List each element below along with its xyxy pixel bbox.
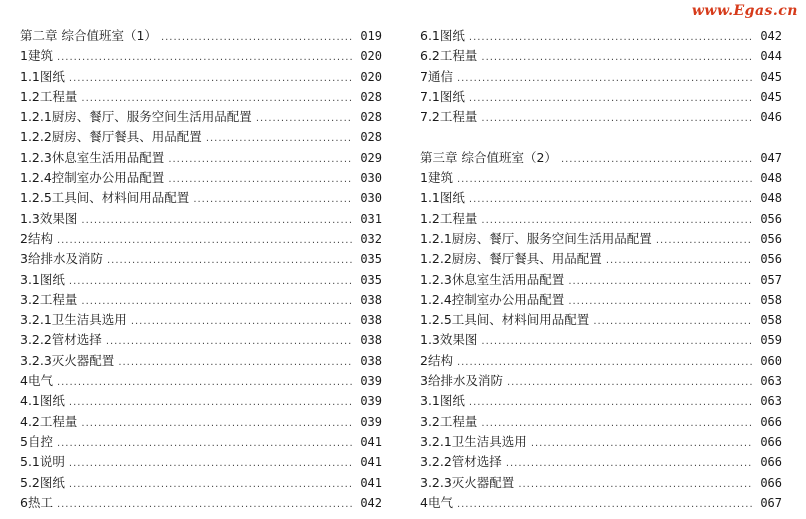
toc-page-number: 019: [360, 29, 382, 43]
toc-entry[interactable]: [20, 391, 382, 411]
toc-entry-title: 5.2图纸: [20, 474, 65, 490]
toc-page-number: 041: [360, 434, 382, 449]
dot-leader: [81, 211, 352, 231]
dot-leader: [469, 393, 752, 413]
toc-entry[interactable]: [420, 310, 782, 330]
toc-entry[interactable]: [420, 26, 782, 46]
toc-entry[interactable]: [20, 229, 382, 249]
dot-leader: [481, 109, 752, 129]
toc-page-number: 028: [360, 110, 382, 125]
toc-page-number: 030: [360, 171, 382, 186]
toc-entry-title: 1.2.4控制室办公用品配置: [20, 170, 165, 186]
dot-leader: [57, 434, 352, 454]
toc-page-number: 057: [760, 272, 782, 287]
toc-entry-title: 1.2.2厨房、餐厅餐具、用品配置: [20, 129, 202, 145]
toc-entry-title: 1.2.3休息室生活用品配置: [20, 149, 165, 165]
toc-entry[interactable]: [20, 371, 382, 391]
toc-entry-title: 1.3效果图: [420, 332, 478, 348]
toc-page-number: 042: [360, 495, 382, 510]
toc-chapter-heading[interactable]: [420, 148, 782, 168]
dot-leader: [481, 48, 752, 68]
dot-leader: [69, 454, 352, 474]
dot-leader: [161, 28, 352, 48]
toc-page-number: 038: [360, 333, 382, 348]
toc-page-number: 045: [760, 89, 782, 104]
toc-page-number: 066: [760, 434, 782, 449]
dot-leader: [69, 475, 352, 495]
toc-page-number: 029: [360, 150, 382, 165]
toc-entry-title: 4.2工程量: [20, 413, 78, 429]
dot-leader: [561, 150, 752, 170]
toc-entry-title: 5自控: [20, 433, 53, 449]
toc-entry-title: 6热工: [20, 494, 53, 510]
toc-entry[interactable]: [20, 209, 382, 229]
toc-entry[interactable]: [20, 330, 382, 350]
toc-entry-title: 4电气: [420, 494, 453, 510]
dot-leader: [593, 312, 752, 332]
dot-leader: [457, 69, 752, 89]
toc-entry-title: 2结构: [420, 352, 453, 368]
dot-leader: [57, 495, 352, 515]
toc-page-number: 030: [360, 191, 382, 206]
toc-page-number: 066: [760, 455, 782, 470]
dot-leader: [481, 332, 752, 352]
toc-entry-title: 第二章 综合值班室（1）: [20, 28, 157, 43]
dot-leader: [531, 434, 752, 454]
toc-page-number: 020: [360, 49, 382, 64]
dot-leader: [168, 170, 352, 190]
toc-entry[interactable]: [420, 46, 782, 66]
dot-leader: [81, 89, 352, 109]
toc-entry-title: 3.2.3灭火器配置: [20, 352, 115, 368]
toc-entry-title: 3.1图纸: [20, 271, 65, 287]
toc-entry[interactable]: [20, 473, 382, 493]
toc-entry[interactable]: [20, 432, 382, 452]
toc-entry[interactable]: [420, 290, 782, 310]
toc-entry[interactable]: [420, 391, 782, 411]
toc-page-number: 032: [360, 231, 382, 246]
toc-entry-title: 7.2工程量: [420, 109, 478, 125]
toc-entry-title: 7.1图纸: [420, 88, 465, 104]
watermark: www.Egas.cn: [691, 3, 798, 19]
toc-page-number: 067: [760, 495, 782, 510]
toc-entry[interactable]: [420, 432, 782, 452]
toc-entry-title: 2结构: [20, 230, 53, 246]
toc-entry[interactable]: [420, 452, 782, 472]
toc-entry[interactable]: [20, 87, 382, 107]
toc-entry-title: 4电气: [20, 373, 53, 389]
toc-entry-title: 1.2.4控制室办公用品配置: [420, 291, 565, 307]
toc-page-number: 044: [760, 49, 782, 64]
toc-entry-title: 7通信: [420, 68, 453, 84]
toc-entry-title: 第三章 综合值班室（2）: [420, 149, 557, 165]
dot-leader: [69, 69, 352, 89]
toc-entry[interactable]: [420, 270, 782, 290]
dot-leader: [57, 373, 352, 393]
toc-entry[interactable]: [20, 270, 382, 290]
toc-page-number: 066: [760, 414, 782, 429]
dot-leader: [606, 251, 752, 271]
toc-entry-title: 3.2工程量: [420, 413, 478, 429]
toc-entry-title: 3.2工程量: [20, 291, 78, 307]
dot-leader: [518, 475, 752, 495]
dot-leader: [507, 373, 752, 393]
toc-entry[interactable]: [20, 290, 382, 310]
toc-page-number: 056: [760, 231, 782, 246]
toc-entry-title: 1.1图纸: [20, 68, 65, 84]
toc-entry-title: 1建筑: [20, 48, 53, 64]
toc-entry-title: 3给排水及消防: [20, 251, 103, 267]
dot-leader: [481, 414, 752, 434]
dot-leader: [457, 495, 752, 515]
toc-left-column: [20, 26, 382, 513]
toc-entry[interactable]: [20, 107, 382, 127]
toc-entry-title: 3.2.1卫生洁具选用: [420, 433, 527, 449]
toc-entry[interactable]: [420, 249, 782, 269]
toc-entry[interactable]: [20, 351, 382, 371]
dot-leader: [106, 332, 352, 352]
toc-page-number: 056: [760, 211, 782, 226]
toc-entry-title: 5.1说明: [20, 454, 65, 470]
toc-page-number: 031: [360, 211, 382, 226]
dot-leader: [69, 393, 352, 413]
toc-entry-title: 1.2.1厨房、餐厅、服务空间生活用品配置: [20, 109, 252, 125]
toc-entry-title: 3.2.3灭火器配置: [420, 474, 515, 490]
toc-entry[interactable]: [420, 107, 782, 127]
toc-entry-title: 1.2.2厨房、餐厅餐具、用品配置: [420, 251, 602, 267]
toc-entry-title: 1.3效果图: [20, 210, 78, 226]
toc-entry[interactable]: [20, 188, 382, 208]
toc-right-column: [420, 26, 782, 513]
toc-entry[interactable]: [20, 148, 382, 168]
dot-leader: [118, 353, 352, 373]
toc-page-number: 035: [360, 252, 382, 267]
dot-leader: [568, 272, 752, 292]
toc-page-number: 042: [760, 29, 782, 43]
dot-leader: [469, 28, 752, 48]
toc-page-number: 028: [360, 130, 382, 145]
toc-entry-title: 3给排水及消防: [420, 373, 503, 389]
toc-page-number: 058: [760, 292, 782, 307]
toc-page-number: 039: [360, 414, 382, 429]
toc-entry[interactable]: [420, 412, 782, 432]
dot-leader: [457, 353, 752, 373]
dot-leader: [481, 211, 752, 231]
dot-leader: [568, 292, 752, 312]
dot-leader: [131, 312, 352, 332]
toc-page-number: 041: [360, 455, 382, 470]
toc-page-number: 020: [360, 69, 382, 84]
toc-entry[interactable]: [20, 493, 382, 513]
toc-page-number: 039: [360, 374, 382, 389]
toc-entry-title: 6.2工程量: [420, 48, 478, 64]
toc-entry-title: 1.2.3休息室生活用品配置: [420, 271, 565, 287]
toc-entry[interactable]: [420, 493, 782, 513]
toc-entry[interactable]: [20, 127, 382, 147]
toc-page-number: 048: [760, 191, 782, 206]
toc-entry-title: 1.2工程量: [20, 88, 78, 104]
toc-entry[interactable]: [20, 412, 382, 432]
toc-page-number: 063: [760, 374, 782, 389]
dot-leader: [469, 89, 752, 109]
toc-entry[interactable]: [20, 249, 382, 269]
dot-leader: [81, 292, 352, 312]
toc-entry[interactable]: [20, 168, 382, 188]
toc-entry[interactable]: [20, 46, 382, 66]
toc-spacer: [420, 127, 782, 147]
dot-leader: [81, 414, 352, 434]
toc-entry-title: 1.2.1厨房、餐厅、服务空间生活用品配置: [420, 230, 652, 246]
toc-entry[interactable]: [420, 67, 782, 87]
dot-leader: [57, 231, 352, 251]
toc-page-number: 048: [760, 171, 782, 186]
toc-entry-title: 3.2.2管材选择: [420, 454, 502, 470]
toc-entry-title: 1.1图纸: [420, 190, 465, 206]
dot-leader: [57, 48, 352, 68]
toc-entry[interactable]: [20, 67, 382, 87]
toc-page-number: 038: [360, 292, 382, 307]
dot-leader: [193, 190, 352, 210]
dot-leader: [107, 251, 352, 271]
toc-entry-title: 1建筑: [420, 170, 453, 186]
toc-page-number: 038: [360, 313, 382, 328]
toc-page-number: 063: [760, 394, 782, 409]
toc-page-number: 046: [760, 110, 782, 125]
toc-page-number: 058: [760, 313, 782, 328]
toc-page-number: 041: [360, 475, 382, 490]
toc-entry-title: 3.2.2管材选择: [20, 332, 102, 348]
toc-page-number: 039: [360, 394, 382, 409]
toc-entry[interactable]: [420, 371, 782, 391]
dot-leader: [656, 231, 752, 251]
toc-entry[interactable]: [20, 452, 382, 472]
dot-leader: [168, 150, 352, 170]
toc-page-number: 038: [360, 353, 382, 368]
toc-page-number: 060: [760, 353, 782, 368]
toc-entry[interactable]: [420, 351, 782, 371]
toc-page-number: 047: [760, 150, 782, 165]
dot-leader: [256, 109, 352, 129]
toc-entry-title: 1.2.5工具间、材料间用品配置: [20, 190, 190, 206]
dot-leader: [506, 454, 752, 474]
toc-page-number: 045: [760, 69, 782, 84]
toc-entry[interactable]: [420, 330, 782, 350]
dot-leader: [469, 190, 752, 210]
toc-page-number: 059: [760, 333, 782, 348]
toc-page-number: 066: [760, 475, 782, 490]
toc-page-number: 035: [360, 272, 382, 287]
toc-entry-title: 1.2工程量: [420, 210, 478, 226]
toc-entry-title: 6.1图纸: [420, 28, 465, 43]
dot-leader: [457, 170, 752, 190]
toc-entry[interactable]: [420, 168, 782, 188]
toc-entry-title: 1.2.5工具间、材料间用品配置: [420, 312, 590, 328]
toc-entry-title: 3.2.1卫生洁具选用: [20, 312, 127, 328]
toc-entry-title: 3.1图纸: [420, 393, 465, 409]
toc-page-number: 056: [760, 252, 782, 267]
dot-leader: [69, 272, 352, 292]
toc-chapter-heading[interactable]: [20, 26, 382, 46]
toc-entry[interactable]: [420, 473, 782, 493]
toc-entry[interactable]: [20, 310, 382, 330]
toc-entry-title: 4.1图纸: [20, 393, 65, 409]
toc-entry[interactable]: [420, 87, 782, 107]
toc-entry[interactable]: [420, 209, 782, 229]
toc-entry[interactable]: [420, 229, 782, 249]
dot-leader: [206, 129, 352, 149]
toc-page-number: 028: [360, 89, 382, 104]
toc-entry[interactable]: [420, 188, 782, 208]
